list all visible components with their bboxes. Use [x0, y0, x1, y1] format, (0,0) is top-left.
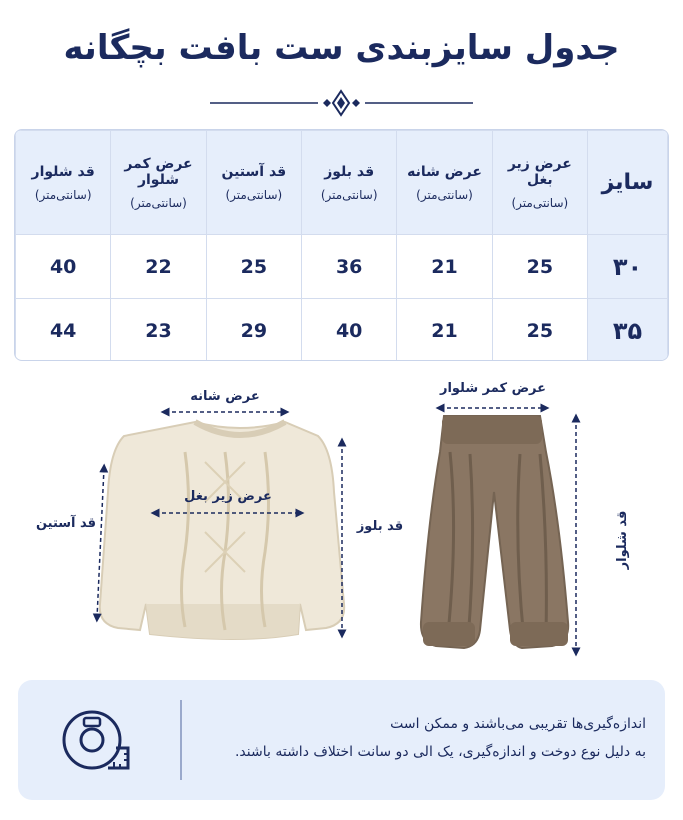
column-header-label: قد شلوار [31, 163, 95, 180]
table-row [16, 299, 668, 362]
column-header [302, 131, 397, 235]
unit-label: (سانتی‌متر) [320, 187, 378, 202]
chest-width-label: عرض زیر بغل [184, 489, 272, 504]
measurement-diagram [0, 372, 683, 672]
measuring-tape-icon [58, 704, 130, 776]
column-header-label: عرض شانه [407, 163, 482, 180]
sleeve-length-label: قد آستین [35, 516, 97, 531]
table-cell: 25 [492, 299, 587, 362]
unit-label: (سانتی‌متر) [416, 187, 473, 202]
pants-length-label: قد شلوار [615, 510, 630, 570]
diamond-ornament-icon [0, 88, 683, 118]
note-divider [180, 700, 182, 780]
table-cell: 29 [206, 299, 301, 362]
note-line: اندازه‌گیری‌ها تقریبی می‌باشند و ممکن است [390, 716, 646, 732]
unit-label: (سانتی‌متر) [225, 187, 283, 202]
table-cell: 25 [206, 235, 301, 299]
column-header [492, 131, 587, 235]
waist-width-label: عرض کمر شلوار [439, 381, 547, 396]
column-header [206, 131, 301, 235]
column-header-label: عرض زیر بغل [507, 155, 572, 188]
unit-label: (سانتی‌متر) [34, 187, 92, 202]
column-header-label: عرض کمر شلوار [124, 155, 193, 188]
sweater-length-label: قد بلوز [356, 519, 404, 534]
table-cell: 40 [302, 299, 397, 362]
table-row [16, 235, 668, 299]
pants-illustration [421, 416, 568, 648]
table-cell: 40 [16, 235, 111, 299]
measurement-note [18, 680, 665, 800]
table-header-row [16, 131, 668, 235]
column-header [111, 131, 206, 235]
table-cell: 36 [302, 235, 397, 299]
page-title: جدول سایزبندی ست بافت بچگانه [63, 28, 620, 68]
column-header-label: قد بلوز [324, 163, 375, 180]
note-text [218, 710, 646, 766]
table-cell: 25 [492, 235, 587, 299]
size-cell: ۳۰ [588, 235, 668, 299]
column-header [397, 131, 492, 235]
table-cell: 44 [16, 299, 111, 362]
shoulder-width-label: عرض شانه [190, 389, 260, 404]
table-cell: 21 [397, 235, 492, 299]
sweater-illustration [100, 422, 344, 639]
unit-label: (سانتی‌متر) [511, 195, 569, 210]
table-cell: 23 [111, 299, 206, 362]
table-cell: 21 [397, 299, 492, 362]
size-table [14, 129, 669, 361]
size-cell: ۳۵ [588, 299, 668, 362]
column-header [16, 131, 111, 235]
table-cell: 22 [111, 235, 206, 299]
column-header-label: قد آستین [221, 163, 287, 180]
unit-label: (سانتی‌متر) [130, 195, 187, 210]
size-column-header: سایز [588, 131, 668, 235]
note-line: به دلیل نوع دوخت و اندازه‌گیری، یک الی دو سانت اختلاف داشته باشند. [234, 744, 646, 760]
